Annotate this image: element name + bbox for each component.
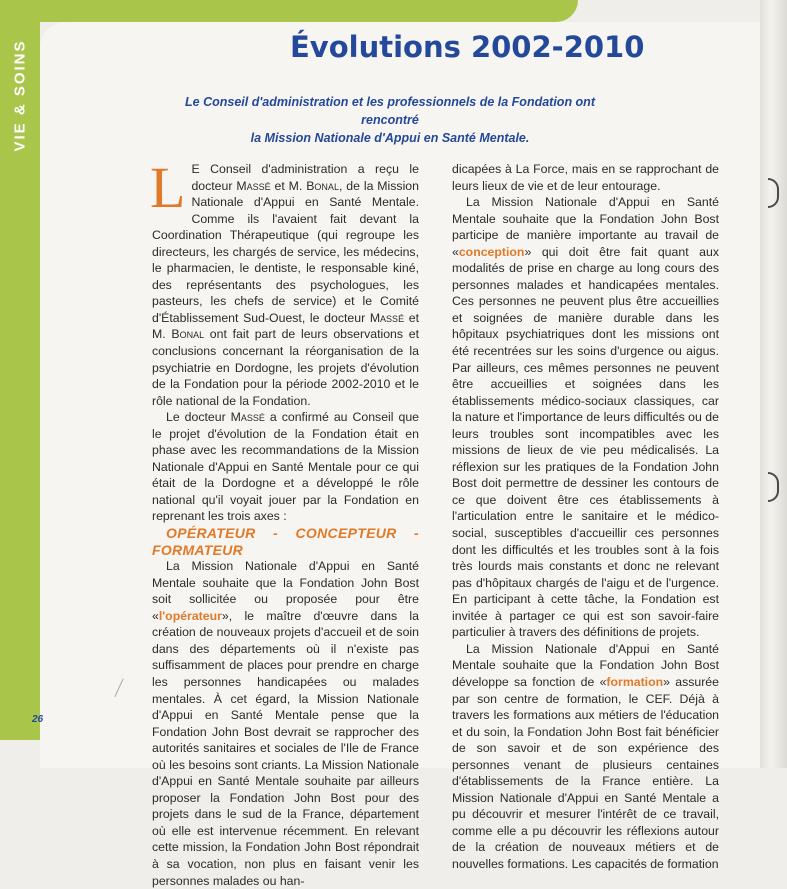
paragraph: Le docteur Massé a confirmé au Conseil que le projet d'évolution de la Fondation était en phase avec les recommandations de la Mission Nationale d'Appui en Santé Mentale pour ce qui était de la Dordogne et a développé le rôle national qu'il voyait jouer par la Fondation en reprenant les trois axes : xyxy=(152,410,420,524)
top-color-band xyxy=(0,0,578,22)
left-column xyxy=(150,155,420,889)
paragraph: La Mission Nationale d'Appui en Santé Mentale souhaite que la Fondation John Bost développe sa fonction de «formation» assurée par son centre de formation, le CEF. Déjà à travers les formations aux métiers de l'éducation et du soin, la Fondation John Bost fait bénéficier de son savoir et de son expérience des personnes venant de plusieurs centaines d'établissements de la France entière. La Mission Nationale d'Appui en Santé Mentale a pu découvrir et mesurer l'intérêt de ce travail, comme elle a pu découvrir les réflexions autour de la création de nouveaux métiers et de nouvelles formations. Les capacités de formation xyxy=(452,641,719,871)
paragraph: La Mission Nationale d'Appui en Santé Mentale souhaite que la Fondation John Bost soit sollicitée ou proposée pour être «l'opérateur», le maître d'œuvre dans la création de nouveaux projets d'accueil et de soin dans des départements où il n'existe pas suffisamment de places pour prendre en charge les personnes handicapées ou malades mentales. À cet égard, la Mission Nationale d'Appui en Santé Mentale pense que la Fondation John Bost devrait se rapprocher des autorités sanitaires et sociales de l'Ile de France où les besoins sont criants. La Mission Nationale d'Appui en Santé Mentale souhaite par ailleurs proposer la Fondation John Bost pour des projets dans le sud de la France, département où elle est intervenue récemment. En relevant cette mission, la Fondation John Bost répondrait à sa vocation, non plus en faisant venir les personnes malades ou han- xyxy=(152,559,419,888)
paragraph: dicapées à La Force, mais en se rapprochant de leurs lieux de vie et de leur entourage. xyxy=(452,162,719,193)
keyword-operateur: l'opérateur xyxy=(158,608,222,623)
subtitle-line-2: la Mission Nationale d'Appui en Santé Mentale. xyxy=(250,131,530,145)
section-heading: OPÉRATEUR - CONCEPTEUR - FORMATEUR xyxy=(152,525,419,558)
subtitle-line-1: Le Conseil d'administration et les professionnels de la Fondation ont rencontré xyxy=(185,95,595,127)
subtitle xyxy=(180,93,600,147)
drop-cap: L xyxy=(150,155,186,220)
section-label: VIE & SOINS xyxy=(11,38,29,152)
keyword-formation: formation xyxy=(606,674,664,689)
right-column xyxy=(452,161,719,873)
page-number: 26 xyxy=(32,714,44,725)
paragraph: La Mission Nationale d'Appui en Santé Mentale souhaite que la Fondation John Bost participe de manière importante au travail de «conception» qui doit être fait quant aux modalités de prise en charge au long cours des personnes malades et handicapées mentales. Ces personnes ne peuvent plus être accueillies et soignées de manière durable dans les hôpitaux psychiatriques dont les missions ont été recentrées sur les soins d'urgence ou aigus. Par ailleurs, ces mêmes personnes ne peuvent être accueillies et soignées dans les établissements médico-sociaux classiques, car la nature et l'importance de leurs difficultés ou de leurs troubles sont incompatibles avec les missions de lieux de vie peu médicalisés. La réflexion sur les pratiques de la Fondation John Bost doit permettre de dessiner les contours de ce que doivent être ces établissements à l'articulation entre le sanitaire et le médico-social, susceptibles d'accueillir ces personnes dont les difficultés et les troubles sont à la fois très lourds mais constants et donc ne relevant pas d'hôpitaux chargés de l'aigu et de l'urgence. En participant à cette tâche, la Fondation est invitée à partager ce qui est son savoir-faire particulier à travers des définitions de projets. xyxy=(452,195,719,640)
next-page-edge xyxy=(760,0,787,768)
page-title: Évolutions 2002-2010 xyxy=(290,30,645,64)
keyword-conception: conception xyxy=(458,244,525,259)
intro-paragraph: L E Conseil d'administration a reçu le docteur Massé et M. Bonal, de la Mission Nationale d'Appui en Santé Mentale. Comme ils l'avaient fait devant la Coordination Thérapeutique (qui regroupe les directeurs, les chargés de service, les médecins, le pharmacien, le dentiste, le responsable kiné, des représentants des psychologues, les pasteurs, les chefs de service) et le Comité d'Établissement Sud-Ouest, le docteur Massé et M. Bonal ont fait part de leurs observations et conclusions concernant la réorganisation de la psychiatrie en Dordogne, les projets d'évolution de la Fondation pour la période 2002-2010 et le rôle national de la Fondation. xyxy=(150,155,420,408)
